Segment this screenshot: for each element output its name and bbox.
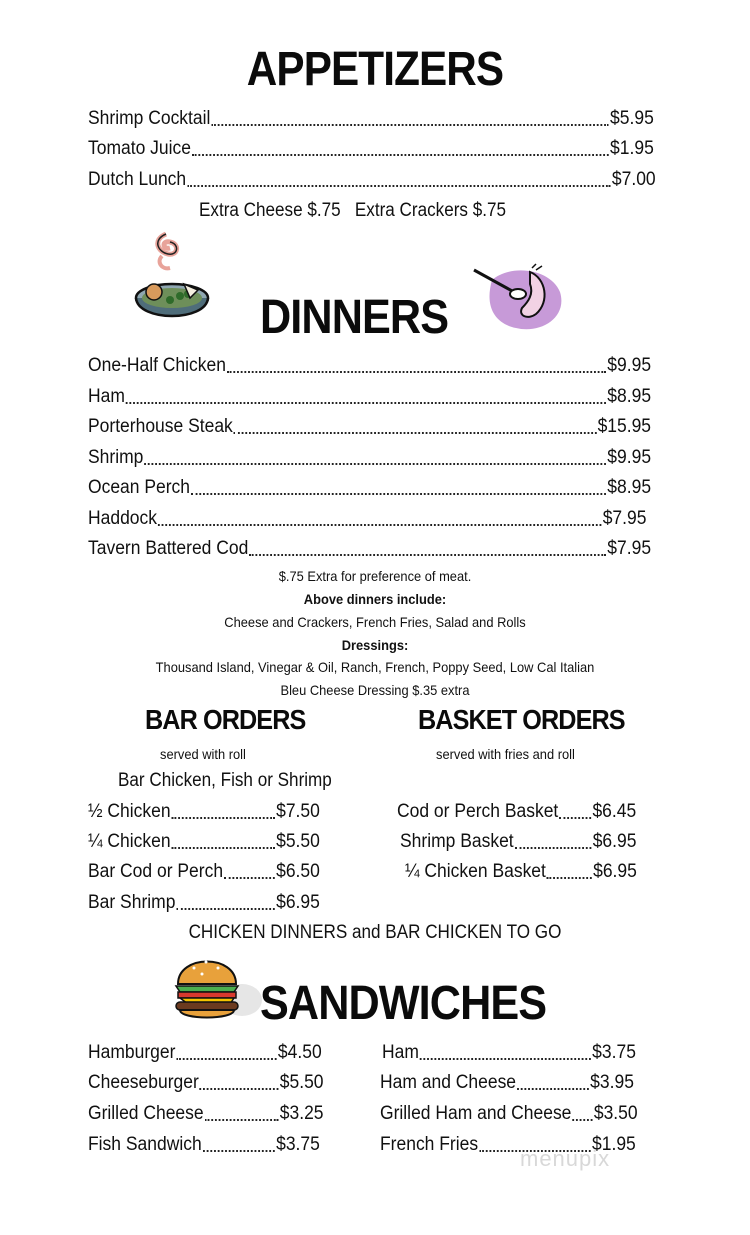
menu-item (88, 386, 651, 408)
menu-item (88, 508, 646, 530)
item-name: Shrimp (88, 447, 144, 468)
dinner-meat-note: $.75 Extra for preference of meat. (278, 568, 472, 584)
menu-item (88, 538, 651, 560)
watermark: menupix (520, 1146, 611, 1171)
basket-orders-title: BASKET ORDERS (418, 704, 625, 735)
dressings-heading: Dressings: (341, 637, 409, 653)
menu-item (88, 138, 654, 160)
item-name: French Fries (380, 1134, 479, 1155)
shrimp-icon (470, 262, 566, 334)
menu-item (382, 1042, 636, 1064)
item-price: $1.95 (610, 138, 654, 159)
dressings-text: Thousand Island, Vinegar & Oil, Ranch, French, Poppy Seed, Low Cal Italian (155, 659, 595, 675)
item-name: Porterhouse Steak (88, 416, 233, 437)
menu-item (88, 1072, 324, 1094)
item-price: $6.95 (592, 831, 637, 852)
item-name: Fish Sandwich (88, 1134, 202, 1155)
item-price: $1.95 (592, 1134, 636, 1155)
menu-item (88, 355, 651, 377)
menu-item (88, 1042, 322, 1064)
item-name: Cod or Perch Basket (397, 801, 559, 822)
bar-orders-intro: Bar Chicken, Fish or Shrimp (118, 770, 332, 791)
menu-item (400, 831, 636, 853)
item-name: Ocean Perch (88, 477, 191, 498)
dinners-title: DINNERS (260, 291, 449, 344)
item-name: Bar Shrimp (88, 892, 176, 913)
bar-orders-title: BAR ORDERS (145, 704, 306, 735)
menu-item (88, 831, 320, 853)
menu-item (88, 1134, 320, 1156)
menu-item (88, 416, 651, 438)
dinner-include-text: Cheese and Crackers, French Fries, Salad and Rolls (224, 614, 526, 630)
basket-orders-subtitle: served with fries and roll (436, 746, 575, 762)
item-price: $3.75 (592, 1042, 636, 1063)
menu-item (88, 861, 320, 883)
item-name: Ham and Cheese (380, 1072, 517, 1093)
sandwiches-title: SANDWICHES (260, 977, 547, 1030)
item-price: $6.95 (593, 861, 637, 882)
item-price: $7.50 (276, 801, 320, 822)
menu-item (88, 892, 320, 914)
item-price: $7.95 (602, 508, 647, 529)
menu-item (397, 801, 636, 823)
item-price: $9.95 (607, 355, 652, 376)
item-name: Hamburger (88, 1042, 176, 1063)
item-name: Ham (88, 386, 125, 407)
item-name: ½ Chicken (88, 801, 171, 822)
item-name: Grilled Ham and Cheese (380, 1103, 572, 1124)
item-name: Tavern Battered Cod (88, 538, 249, 559)
menu-item (88, 169, 656, 191)
item-price: $15.95 (597, 416, 652, 437)
bar-orders-subtitle: served with roll (160, 746, 246, 762)
to-go-notice: CHICKEN DINNERS and BAR CHICKEN TO GO (188, 922, 562, 943)
item-name: Ham (382, 1042, 419, 1063)
item-price: $7.95 (607, 538, 652, 559)
menu-item (380, 1103, 638, 1125)
item-name: Shrimp Cocktail (88, 108, 211, 129)
menu-item (88, 1103, 324, 1125)
appetizer-extras: Extra Cheese $.75 Extra Crackers $.75 (199, 200, 506, 221)
item-name: Grilled Cheese (88, 1103, 204, 1124)
item-price: $4.50 (277, 1042, 322, 1063)
soup-bowl-icon (132, 226, 212, 336)
item-price: $8.95 (607, 386, 652, 407)
hamburger-icon (172, 948, 262, 1024)
item-name: ¼ Chicken Basket (405, 861, 546, 882)
item-price: $3.50 (593, 1103, 638, 1124)
item-price: $7.00 (611, 169, 656, 190)
item-price: $3.75 (276, 1134, 320, 1155)
item-name: ¼ Chicken (88, 831, 171, 852)
item-name: Haddock (88, 508, 157, 529)
item-price: $6.45 (592, 801, 637, 822)
item-price: $3.95 (590, 1072, 634, 1093)
item-name: Cheeseburger (88, 1072, 199, 1093)
item-name: Shrimp Basket (400, 831, 514, 852)
menu-item (88, 108, 654, 130)
menu-item (88, 477, 651, 499)
menu-item (405, 861, 637, 883)
appetizers-title: APPETIZERS (246, 43, 504, 96)
item-name: Dutch Lunch (88, 169, 187, 190)
item-price: $5.95 (610, 108, 654, 129)
menu-item (88, 801, 320, 823)
item-price: $8.95 (607, 477, 652, 498)
menu-item (380, 1072, 634, 1094)
item-price: $6.50 (276, 861, 320, 882)
menu-item (88, 447, 651, 469)
item-name: Tomato Juice (88, 138, 191, 159)
item-name: Bar Cod or Perch (88, 861, 224, 882)
dinner-include-heading: Above dinners include: (303, 591, 447, 607)
item-price: $5.50 (279, 1072, 324, 1093)
item-name: One-Half Chicken (88, 355, 226, 376)
bleu-cheese-note: Bleu Cheese Dressing $.35 extra (280, 682, 470, 698)
item-price: $5.50 (276, 831, 320, 852)
item-price: $6.95 (276, 892, 320, 913)
item-price: $3.25 (279, 1103, 324, 1124)
item-price: $9.95 (607, 447, 652, 468)
